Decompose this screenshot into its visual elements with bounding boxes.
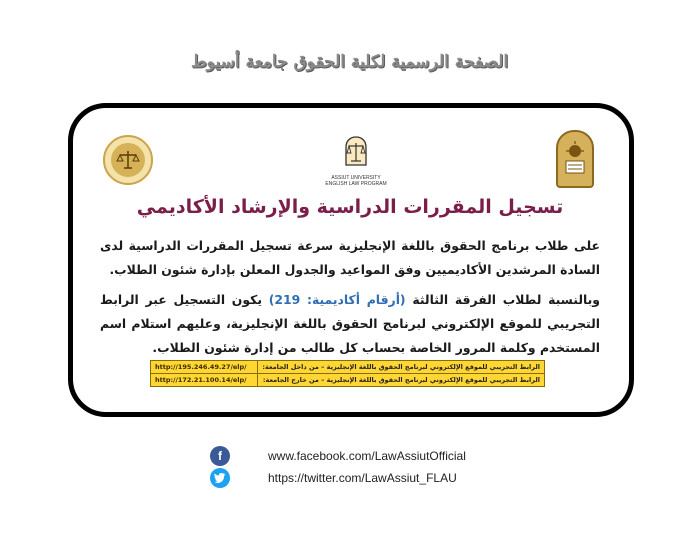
- paragraph-text-end: يكون التسجيل عبر الرابط التجريبي للموقع الإلكتروني لبرنامج الحقوق باللغة الإنجليزية، وعليهم استلام اسم المستخدم وكلمة المرور الخاصة بحساب كل طالب من إدارة شئون الطلاب.: [100, 292, 600, 355]
- facebook-row[interactable]: [210, 445, 510, 467]
- link-label-inside: الرابط التجريبي للموقع الإلكتروني لبرنامج الحقوق باللغة الإنجليزية – من داخل الجامعة:: [258, 361, 545, 374]
- academic-numbers-highlight: (أرقام أكاديمية: 219): [268, 292, 406, 307]
- link-label-outside: الرابط التجريبي للموقع الإلكتروني لبرنامج الحقوق باللغة الإنجليزية – من خارج الجامعة:: [258, 374, 545, 387]
- sun-emblem-icon: [562, 139, 588, 179]
- scales-icon: [111, 143, 145, 177]
- announcement-heading: تسجيل المقررات الدراسية والإرشاد الأكاديمي: [136, 196, 564, 218]
- assiut-university-logo: [556, 130, 594, 188]
- logo-caption-program: ENGLISH LAW PROGRAM: [325, 181, 387, 187]
- link-url-inside[interactable]: http://195.246.49.27/elp/: [151, 361, 258, 374]
- third-year-paragraph: [100, 288, 600, 360]
- twitter-row[interactable]: [210, 467, 510, 489]
- registration-paragraph: على طلاب برنامج الحقوق باللغة الإنجليزية سرعة تسجيل المقررات الدراسية لدى السادة المرشدين الأكاديميين وفق المواعيد والجدول المعلن بإدارة شئون الطلاب.: [100, 238, 600, 277]
- scales-icon: [340, 135, 372, 171]
- link-url-outside[interactable]: http://172.21.100.14/elp/: [151, 374, 258, 387]
- table-row: [151, 361, 545, 374]
- page-title: الصفحة الرسمية لكلية الحقوق جامعة أسيوط: [190, 52, 509, 72]
- english-law-program-logo: [320, 135, 392, 195]
- facebook-icon[interactable]: f: [210, 446, 230, 466]
- paragraph-text-start: وبالنسبة لطلاب الفرقة الثالثة: [405, 292, 601, 307]
- table-row: [151, 374, 545, 387]
- twitter-icon[interactable]: [210, 468, 230, 488]
- logo-caption-university: ASSIUT UNIVERSITY: [331, 175, 381, 181]
- test-links-table: [150, 360, 545, 387]
- twitter-link[interactable]: https://twitter.com/LawAssiut_FLAU: [268, 471, 457, 485]
- facebook-link[interactable]: www.facebook.com/LawAssiutOfficial: [268, 449, 466, 463]
- faculty-seal-logo: [103, 135, 153, 185]
